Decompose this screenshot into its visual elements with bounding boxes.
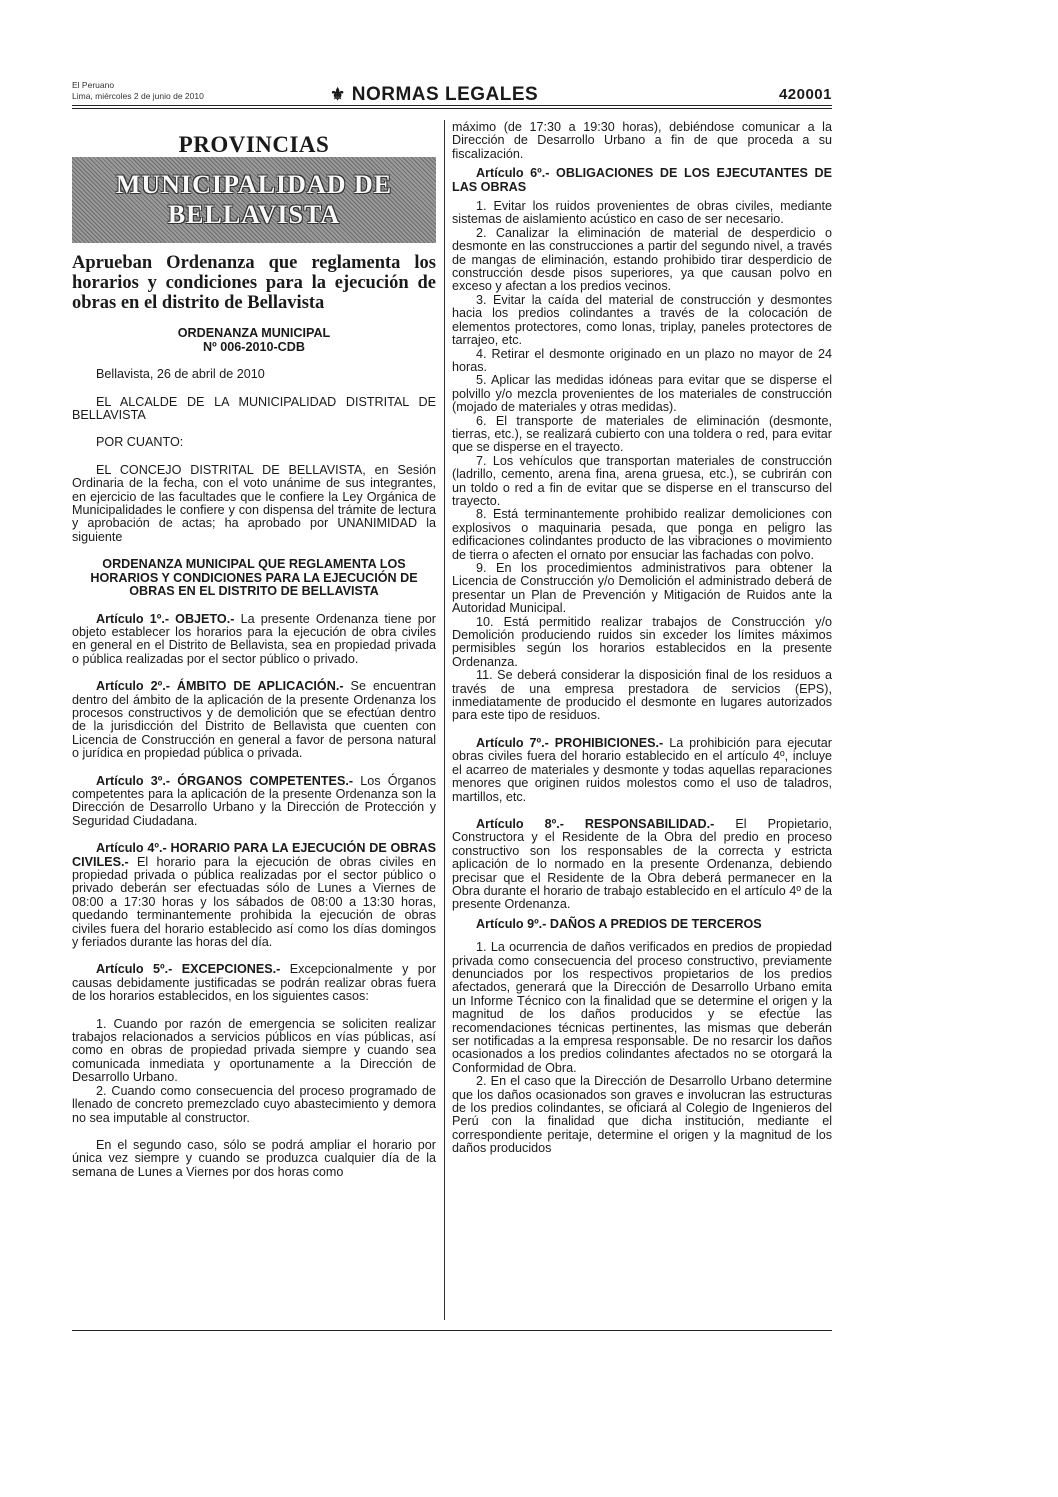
list-item: 8. Está terminantemente prohibido realizar demoliciones con explosivos o maquinaria pesada, que ponga en peligro las edificaciones colindantes producto de las vibraciones o movimiento de tierra o afecten el ornato por ensuciar las fachadas con polvo. [452,507,832,562]
place-date: Bellavista, 26 de abril de 2010 [96,367,265,382]
section-title: PROVINCIAS [178,132,330,157]
article-9-item-1: 1. La ocurrencia de daños verificados en predios de propiedad privada como consecuencia del proceso constructivo, previamente denunciados por los respectivos propietarios de los predios afectados, generará que la Dirección de Desarrollo Urbano emita un Informe Técnico con la finalidad que se determine el origen y la magnitud de los daños producidos y se efectúe las recomendaciones técnicas pertinentes, las mismas que deberán ser notificadas a la empresa responsable. De no resarcir los daños ocasionados a los predios colindantes afectados no se otorgará la Conformidad de Obra. [452,940,832,1075]
article-4 [72,842,436,949]
banner-line-2: BELLAVISTA [167,200,341,230]
list-item: 7. Los vehículos que transportan materiales de construcción (ladrillo, cemento, arena fina, arena gruesa, etc.), se cubrirán con un toldo o red a fin de evitar que se disperse en el transcurso del trayecto. [452,453,832,508]
banner-line-1: MUNICIPALIDAD DE [115,170,393,200]
article-1-label: Artículo 1º.- OBJETO.- [96,611,235,626]
article-1 [72,613,436,667]
header-title-text: NORMAS LEGALES [351,84,539,105]
column-separator [444,120,445,1320]
ordinance-title: ORDENANZA MUNICIPAL [177,326,331,341]
article-9-heading: Artículo 9º.- DAÑOS A PREDIOS DE TERCEROS [476,916,762,931]
article-5-tail: En el segundo caso, sólo se podrá ampliar el horario por única vez siempre y cuando se produzca cualquier día de la semana de Lunes a Viernes por dos horas como [72,1137,436,1179]
list-item: 2. Canalizar la eliminación de material de desperdicio o desmonte en las construcciones a partir del segundo nivel, a través de mangas de eliminación, estando prohibido tirar desperdicio de construcción desde pisos superiores, ya que causan polvo en exceso y afectan a los predios vecinos. [452,225,832,294]
footer-rule [72,1330,832,1331]
right-column [452,121,832,1156]
article-5-item-2: 2. Cuando como consecuencia del proceso programado de llenado de concreto premezclado cuyo abastecimiento y demora no sea imputable al constructor. [72,1083,436,1125]
council-paragraph: EL CONCEJO DISTRITAL DE BELLAVISTA, en Sesión Ordinaria de la fecha, con el voto unánime de sus integrantes, en ejercicio de las facultades que le confiere la Ley Orgánica de Municipalidades le confiere y con dispensa del trámite de lectura y aprobación de actas; ha aprobado por UNANIMIDAD la siguiente [72,462,436,544]
header-title [330,84,560,106]
article-2 [72,680,436,760]
article-8-text: El Propietario, Constructora y el Residente de la Obra del predio en proceso constructivo son los responsables de la correcta y estricta aplicación de lo normado en la presente Ordenanza, debiendo precisar que el Residente de la Obra deberá permanecer en la Obra durante el horario de trabajo establecido en el artículo 4º de la presente Ordenanza. [452,816,832,912]
article-3 [72,775,436,829]
list-item: 4. Retirar el desmonte originado en un plazo no mayor de 24 horas. [452,346,832,374]
article-1-text: La presente Ordenanza tiene por objeto establecer los horarios para la ejecución de obra civiles en general en el Distrito de Bellavista, sea en propiedad privada o pública realizadas por el sector público o privado. [72,611,436,666]
article-9-item-2: 2. En el caso que la Dirección de Desarrollo Urbano determine que los daños ocasionados son graves e involucran las estructuras de los predios colindantes, se oficiará al Colegio de Ingenieros del Perú con la finalidad que dicha institución, mediante el correspondiente peritaje, determine el origen y la magnitud de los daños producidos [452,1074,832,1156]
article-3-label: Artículo 3º.- ÓRGANOS COMPETENTES.- [96,773,354,788]
article-headline: Aprueban Ordenanza que reglamenta los horarios y condiciones para la ejecución de obras en el distrito de Bellavista [72,253,436,314]
por-cuanto: POR CUANTO: [96,435,184,450]
list-item: 6. El transporte de materiales de eliminación (desmonte, tierras, etc.), se realizará cubierto con una toldera o red, para evitar que se disperse en el trayecto. [452,413,832,455]
list-item: 10. Está permitido realizar trabajos de Construcción y/o Demolición produciendo ruidos sin exceder los límites máximos permisibles según los horarios establecidos en la presente Ordenanza. [452,614,832,669]
publisher-name: El Peruano [72,80,115,90]
page-number: 420001 [778,86,832,103]
left-column [72,124,436,1179]
ordinance-heading: ORDENANZA MUNICIPAL QUE REGLAMENTA LOS HORARIOS Y CONDICIONES PARA LA EJECUCIÓN DE OBRAS EN EL DISTRITO DE BELLAVISTA [90,557,418,599]
article-7-text: La prohibición para ejecutar obras civiles fuera del horario establecido en el artículo 4º, incluye el acarreo de materiales y desmonte y todas aquellas reparaciones menores que originen ruidos molestos como el uso de taladros, martillos, etc. [452,735,832,804]
list-item: 11. Se deberá considerar la disposición final de los residuos a través de una empresa prestadora de servicios (EPS), inmediatamente de producido el desmonte en lugares autorizados para este tipo de residuos. [452,668,832,723]
mayor-line: EL ALCALDE DE LA MUNICIPALIDAD DISTRITAL DE BELLAVISTA [72,394,436,423]
header-rule [72,105,832,106]
header-rule-double [72,108,832,109]
article-7 [452,737,832,804]
coat-of-arms-icon: ⚜ [330,85,346,104]
article-6-list [452,200,832,723]
ordinance-number: Nº 006-2010-CDB [203,339,305,354]
issue-date: Lima, miércoles 2 de junio de 2010 [72,91,204,101]
article-8 [452,818,832,912]
article-5-text: Excepcionalmente y por causas debidamente justificadas se podrán realizar obras fuera de los horarios establecidos, en los siguientes casos: [72,962,437,1004]
article-4-text: El horario para la ejecución de obras civiles en propiedad privada o pública realizadas por el sector público o privado deberán ser efectuadas sólo de Lunes a Viernes de 08:00 a 17:30 horas y los sábados de 08:00 a 13:30 horas, quedando terminantemente prohibida la ejecución de obras civiles fuera del horario establecido así como los días domingos y feriados durante las horas del día. [72,854,436,950]
article-5-label: Artículo 5º.- EXCEPCIONES.- [96,962,281,977]
continued-text: máximo (de 17:30 a 19:30 horas), debiéndose comunicar a la Dirección de Desarrollo Urbano a fin de que proceda a su fiscalización. [452,120,832,161]
list-item: 9. En los procedimientos administrativos para obtener la Licencia de Construcción y/o Demolición el administrado deberá de presentar un Plan de Prevención y Mitigación de Ruidos ante la Autoridad Municipal. [452,561,832,616]
article-4-label: Artículo 4º.- HORARIO PARA LA EJECUCIÓN DE OBRAS CIVILES.- [72,841,436,869]
article-5 [72,963,436,1003]
municipality-banner [72,157,436,243]
article-7-label: Artículo 7º.- PROHIBICIONES.- [476,735,664,750]
article-8-label: Artículo 8º.- RESPONSABILIDAD.- [476,816,715,831]
article-2-text: Se encuentran dentro del ámbito de la aplicación de la presente Ordenanza los procesos constructivos y de demolición que se efectúan dentro de la jurisdicción del Distrito de Bellavista que cuenten con Licencia de Construcción en general a favor de persona natural o jurídica en propiedad pública o privada. [72,679,436,761]
article-2-label: Artículo 2º.- ÁMBITO DE APLICACIÓN.- [96,679,344,694]
article-5-item-1: 1. Cuando por razón de emergencia se soliciten realizar trabajos relacionados a servicios públicos en vías públicas, así como en obras de propiedad privada siempre y cuando sea comunicada inmediata y oportunamente a la Dirección de Desarrollo Urbano. [72,1016,436,1085]
header-publisher-block [72,80,204,102]
list-item: 1. Evitar los ruidos provenientes de obras civiles, mediante sistemas de aislamiento acústico en caso de ser necesario. [452,199,832,227]
list-item: 3. Evitar la caída del material de construcción y desmontes hacia los predios colindantes a través de la colocación de elementos protectores, como lonas, triplay, paneles protectores de tarrajeo, etc. [452,292,832,348]
list-item: 5. Aplicar las medidas idóneas para evitar que se disperse el polvillo y/o mezcla provenientes de los materiales de construcción (mojado de materiales y otras medidas). [452,373,832,415]
article-3-text: Los Órganos competentes para la aplicación de la presente Ordenanza son la Dirección de Desarrollo Urbano y la Dirección de Protección y Seguridad Ciudadana. [72,773,436,828]
article-6-heading: Artículo 6º.- OBLIGACIONES DE LOS EJECUTANTES DE LAS OBRAS [452,166,832,194]
